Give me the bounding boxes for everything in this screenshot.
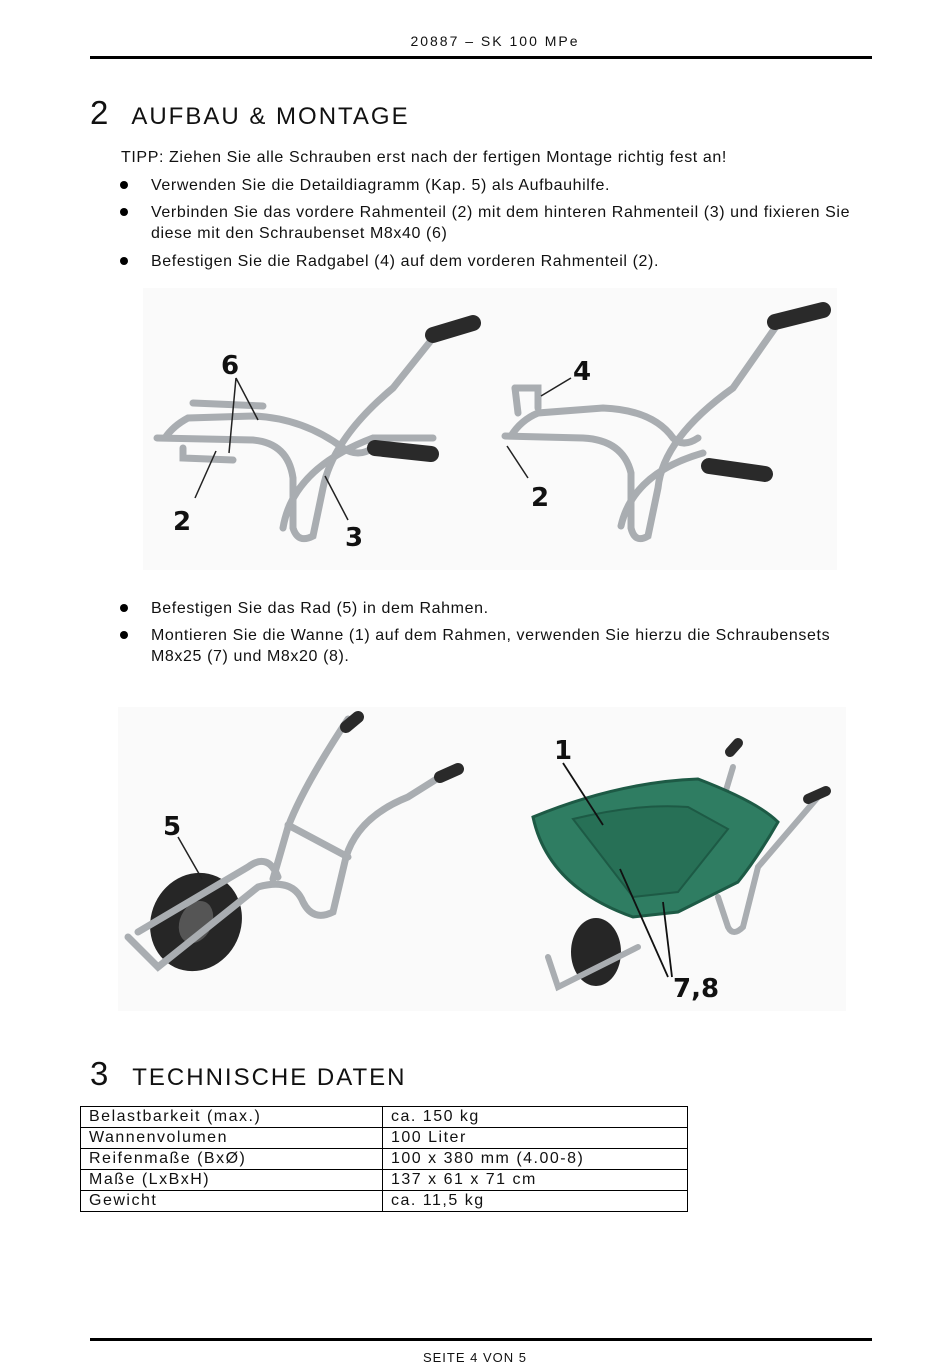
table-cell-value: 100 Liter bbox=[383, 1128, 688, 1149]
table-row bbox=[81, 1107, 688, 1128]
bullet-icon bbox=[120, 257, 128, 265]
bullet-icon bbox=[120, 181, 128, 189]
callout-label: 2 bbox=[173, 507, 192, 537]
table-cell-label: Maße (LxBxH) bbox=[81, 1170, 383, 1191]
section-3-number: 3 bbox=[90, 1055, 111, 1092]
table-row bbox=[81, 1170, 688, 1191]
callout-label: 2 bbox=[531, 483, 550, 513]
table-cell-label: Reifenmaße (BxØ) bbox=[81, 1149, 383, 1170]
tip-text: TIPP: Ziehen Sie alle Schrauben erst nach der fertigen Montage richtig fest an! bbox=[121, 149, 727, 166]
table-cell-label: Gewicht bbox=[81, 1191, 383, 1212]
table-cell-value: ca. 150 kg bbox=[383, 1107, 688, 1128]
page-number: SEITE 4 VON 5 bbox=[422, 1350, 528, 1365]
bullet-icon bbox=[120, 208, 128, 216]
callout-label: 5 bbox=[163, 812, 182, 842]
callout-label: 7,8 bbox=[673, 974, 720, 1004]
frame-assembly-figure bbox=[143, 288, 837, 570]
list-item-text: Verwenden Sie die Detaildiagramm (Kap. 5) als Aufbauhilfe. bbox=[151, 177, 611, 194]
bullet-icon bbox=[120, 631, 128, 639]
technical-data-table bbox=[80, 1106, 688, 1212]
table-cell-label: Wannenvolumen bbox=[81, 1128, 383, 1149]
list-item-text: Befestigen Sie das Rad (5) in dem Rahmen. bbox=[151, 600, 489, 617]
callout-label: 3 bbox=[345, 523, 364, 553]
table-cell-label: Belastbarkeit (max.) bbox=[81, 1107, 383, 1128]
callout-label: 4 bbox=[573, 357, 592, 387]
table-cell-value: ca. 11,5 kg bbox=[383, 1191, 688, 1212]
header-rule bbox=[90, 56, 872, 59]
section-3-heading bbox=[90, 1055, 406, 1093]
table-row bbox=[81, 1191, 688, 1212]
callout-label: 1 bbox=[554, 736, 573, 766]
bullet-icon bbox=[120, 604, 128, 612]
section-2-number: 2 bbox=[90, 94, 111, 131]
section-3-title: TECHNISCHE DATEN bbox=[132, 1064, 407, 1091]
list-item-text: Befestigen Sie die Radgabel (4) auf dem vorderen Rahmenteil (2). bbox=[151, 253, 659, 270]
list-item-text: Verbinden Sie das vordere Rahmenteil (2) mit dem hinteren Rahmenteil (3) und fixieren Sie diese mit den Schraubenset M8x40 (6) bbox=[151, 204, 851, 242]
document-id: 20887 – SK 100 MPe bbox=[410, 33, 580, 49]
table-row bbox=[81, 1128, 688, 1149]
table-cell-value: 100 x 380 mm (4.00-8) bbox=[383, 1149, 688, 1170]
footer-rule bbox=[90, 1338, 872, 1341]
callout-label: 6 bbox=[221, 351, 240, 381]
table-cell-value: 137 x 61 x 71 cm bbox=[383, 1170, 688, 1191]
list-item-text: Montieren Sie die Wanne (1) auf dem Rahmen, verwenden Sie hierzu die Schraubensets M8x25 (7) und M8x20 (8). bbox=[151, 627, 831, 665]
wheel-tub-figure bbox=[118, 707, 846, 1011]
section-2-title: AUFBAU & MONTAGE bbox=[131, 103, 410, 130]
table-row bbox=[81, 1149, 688, 1170]
section-2-heading bbox=[90, 94, 410, 132]
